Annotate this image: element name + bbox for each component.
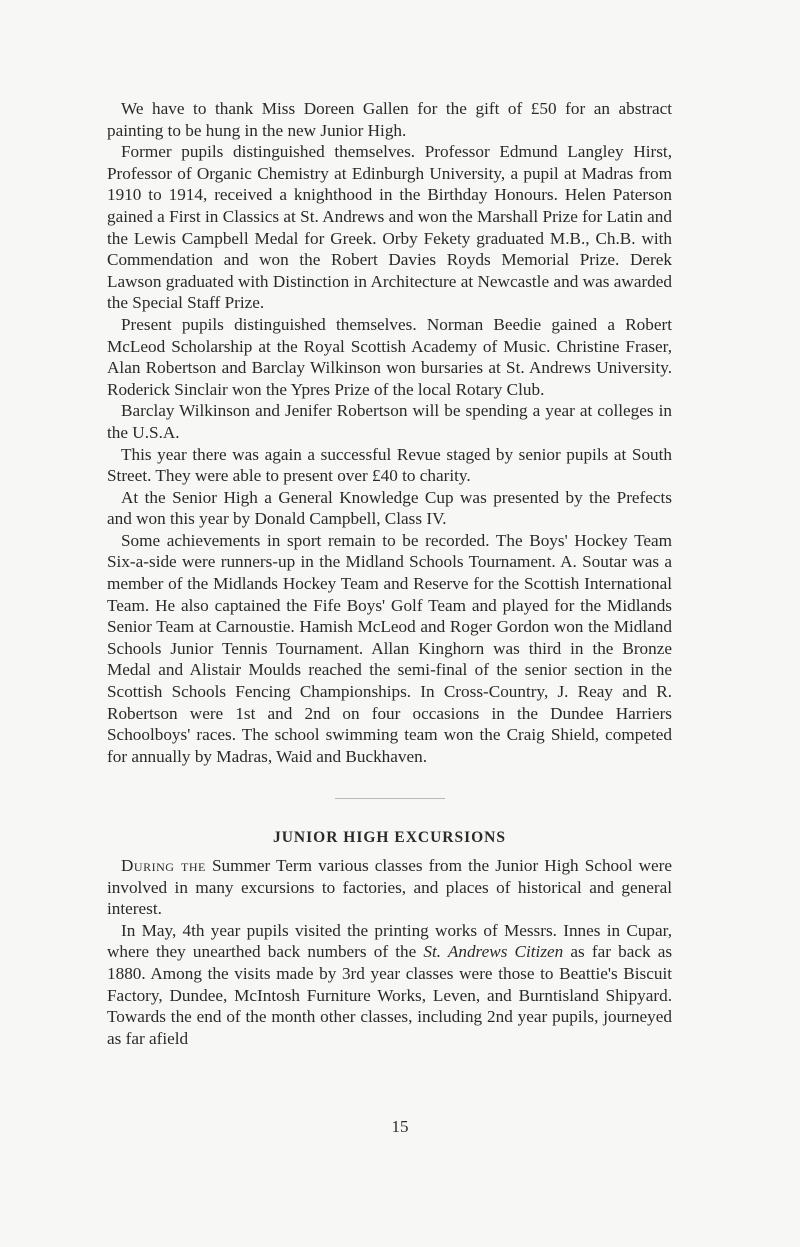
paragraph-former-pupils: Former pupils distinguished themselves. Professor Edmund Langley Hirst, Professor of Organic Chemistry at Edinburgh University, a pupil at Madras from 1910 to 1914, received a knighthood in the Birthday Honours. Helen Paterson gained a First in Classics at St. Andrews and won the Marshall Prize for Latin and the Lewis Campbell Medal for Greek. Orby Fekety graduated M.B., Ch.B. with Commendation and won the Robert Davies Royds Memorial Prize. Derek Lawson graduated with Distinction in Architecture at Newcastle and was awarded the Special Staff Prize. bbox=[107, 142, 672, 313]
newspaper-title: St. Andrews Citizen bbox=[423, 942, 564, 962]
detail-text-start: In May, 4th year pupils visited the printing works of Messrs. Innes in Cupar, where they unearthed back numbers of the bbox=[107, 920, 672, 962]
lead-words: During the bbox=[121, 856, 206, 875]
page-number: 15 bbox=[391, 1117, 409, 1136]
section-heading: JUNIOR HIGH EXCURSIONS bbox=[272, 829, 506, 847]
section-divider bbox=[335, 798, 445, 799]
paragraph-excursions-intro bbox=[107, 855, 672, 920]
paragraph-knowledge-cup: At the Senior High a General Knowledge Cup was presented by the Prefects and won this year by Donald Campbell, Class IV. bbox=[107, 487, 672, 529]
paragraph-revue: This year there was again a successful Revue staged by senior pupils at South Street. They were able to present over £40 to charity. bbox=[107, 444, 672, 486]
paragraph-excursions-detail bbox=[107, 920, 672, 1050]
paragraph-gift: We have to thank Miss Doreen Gallen for the gift of £50 for an abstract painting to be hung in the new Junior High. bbox=[107, 99, 672, 140]
paragraph-sport: Some achievements in sport remain to be recorded. The Boys' Hockey Team Six-a-side were runners-up in the Midland Schools Tournament. A. Soutar was a member of the Midlands Hockey Team and Reserve for the Scottish International Team. He also captained the Fife Boys' Golf Team and played for the Midlands Senior Team at Carnoustie. Hamish McLeod and Roger Gordon won the Midland Schools Junior Tennis Tournament. Allan Kinghorn was third in the Bronze Medal and Alistair Moulds reached the semi-final of the senior section in the Scottish Schools Fencing Championships. In Cross-Country, J. Reay and R. Robertson were 1st and 2nd on four occasions in the Dundee Harriers Schoolboys' races. The school swimming team won the Craig Shield, competed for annually by Madras, Waid and Buckhaven. bbox=[107, 530, 672, 766]
page-body bbox=[107, 98, 672, 1049]
paragraph-present-pupils: Present pupils distinguished themselves. Norman Beedie gained a Robert McLeod Scholarship at the Royal Scottish Academy of Music. Christine Fraser, Alan Robertson and Barclay Wilkinson won bursaries at St. Andrews University. Roderick Sinclair won the Ypres Prize of the local Rotary Club. bbox=[107, 314, 672, 399]
detail-text-end: as far back as 1880. Among the visits made by 3rd year classes were those to Beattie's Biscuit Factory, Dundee, McIntosh Furniture Works, Leven, and Burntisland Shipyard. Towards the end of the month other classes, including 2nd year pupils, journeyed as far afield bbox=[107, 942, 673, 1048]
paragraph-usa: Barclay Wilkinson and Jenifer Robertson will be spending a year at colleges in the U.S.A. bbox=[107, 401, 672, 442]
intro-text: Summer Term various classes from the Junior High School were involved in many excursions to factories, and places of historical and general interest. bbox=[107, 856, 672, 919]
